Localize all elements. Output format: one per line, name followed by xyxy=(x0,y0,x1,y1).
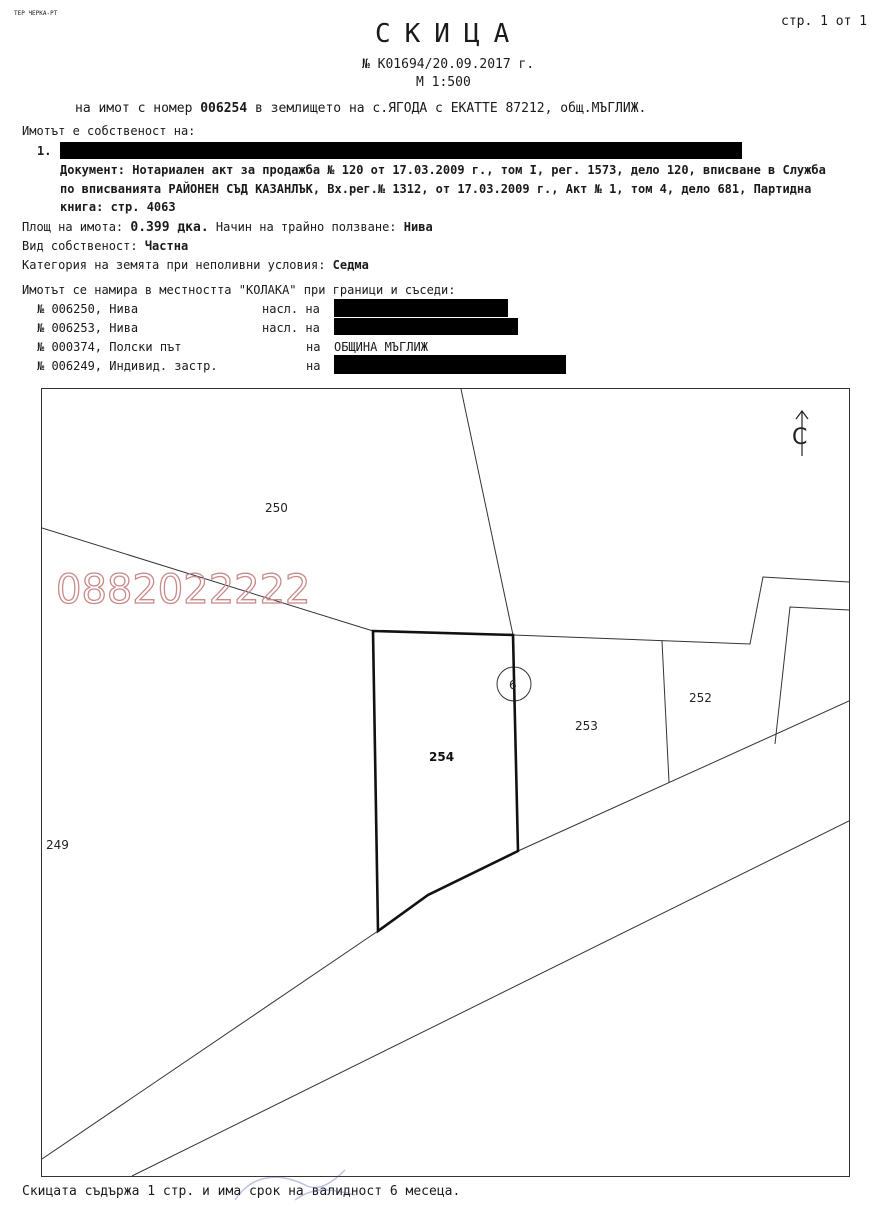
road-upper-edge xyxy=(518,701,849,851)
north-arrow-icon xyxy=(792,411,808,456)
road-lower-edge-left xyxy=(42,931,378,1159)
location-line: Имотът се намира в местността "КОЛАКА" при граници и съседи: xyxy=(22,283,456,297)
svg-text:C: C xyxy=(792,425,808,450)
usage-value: Нива xyxy=(403,220,433,234)
ownership-row xyxy=(22,239,188,253)
neighbour-prefix: насл. на xyxy=(262,321,320,335)
neighbour-owner-redaction xyxy=(334,299,508,317)
document-line-3: книга: стр. 4063 xyxy=(60,200,176,214)
stamp-mark xyxy=(225,1165,375,1205)
neighbour-prefix: на xyxy=(306,340,321,354)
owner-index: 1. xyxy=(37,144,52,158)
property-line-rest: в землището на с.ЯГОДА с ЕКАТТЕ 87212, общ.МЪГЛИЖ. xyxy=(255,101,647,116)
corner-mark: ТЕР ЧЕРКА-РТ xyxy=(14,10,58,17)
neighbour-id: № 006253, Нива xyxy=(37,321,139,335)
neighbour-id: № 006249, Индивид. застр. xyxy=(37,359,218,373)
category-value: Седма xyxy=(332,258,369,272)
neighbour-owner-redaction xyxy=(334,355,566,374)
property-line xyxy=(75,101,646,116)
parcel-label-254: 254 xyxy=(429,750,455,764)
neighbour-owner: ОБЩИНА МЪГЛИЖ xyxy=(334,340,428,354)
parcel-253-north-boundary xyxy=(513,577,849,644)
property-number: 006254 xyxy=(200,101,248,116)
parcel-label-249: 249 xyxy=(46,838,69,852)
area-value: 0.399 дка. xyxy=(130,220,209,235)
parcel-254-boundary xyxy=(373,631,518,931)
road-lower-edge-right xyxy=(132,821,849,1176)
category-label: Категория на земята при неполивни условия: xyxy=(22,258,326,272)
parcel-label-253: 253 xyxy=(575,719,598,733)
owner-redaction xyxy=(60,142,742,159)
neighbour-prefix: на xyxy=(306,359,321,373)
document-line-1: Документ: Нотариален акт за продажба № 120 от 17.03.2009 г., том I, рег. 1573, дело 120, вписване в Служба xyxy=(60,163,826,177)
cadastral-map xyxy=(41,388,850,1177)
category-row xyxy=(22,258,369,272)
neighbour-owner-redaction xyxy=(334,318,518,335)
scale: М 1:500 xyxy=(416,75,471,90)
area-row xyxy=(22,220,433,235)
owner-heading: Имотът е собственост на: xyxy=(22,124,196,138)
phone-watermark: 0882022222 xyxy=(56,567,311,613)
document-line-2: по вписванията РАЙОНЕН СЪД КАЗАНЛЪК, Вх.рег.№ 1312, от 17.03.2009 г., Акт № 1, том 4, дело 681, Партидна xyxy=(60,182,812,196)
parcel-label-250: 250 xyxy=(265,501,288,515)
document-title: СКИЦА xyxy=(375,19,524,49)
parcel-label-252: 252 xyxy=(689,691,712,705)
footer-validity: Скицата съдържа 1 стр. и има срок на валидност 6 месеца. xyxy=(22,1184,461,1199)
neighbour-id: № 000374, Полски път xyxy=(37,340,182,354)
area-label: Площ на имота: xyxy=(22,220,124,234)
parcel-east-boundary xyxy=(775,607,849,744)
ownership-label: Вид собственост: xyxy=(22,239,138,253)
property-line-prefix: на имот с номер xyxy=(75,101,193,116)
document-number: № К01694/20.09.2017 г. xyxy=(362,57,535,72)
usage-label: Начин на трайно ползване: xyxy=(215,220,397,234)
parcel-252-boundary xyxy=(662,641,669,782)
ownership-value: Частна xyxy=(144,239,189,253)
page-number: стр. 1 от 1 xyxy=(781,14,868,29)
neighbour-id: № 006250, Нива xyxy=(37,302,139,316)
neighbour-prefix: насл. на xyxy=(262,302,320,316)
marker-label: 6 xyxy=(509,678,517,692)
